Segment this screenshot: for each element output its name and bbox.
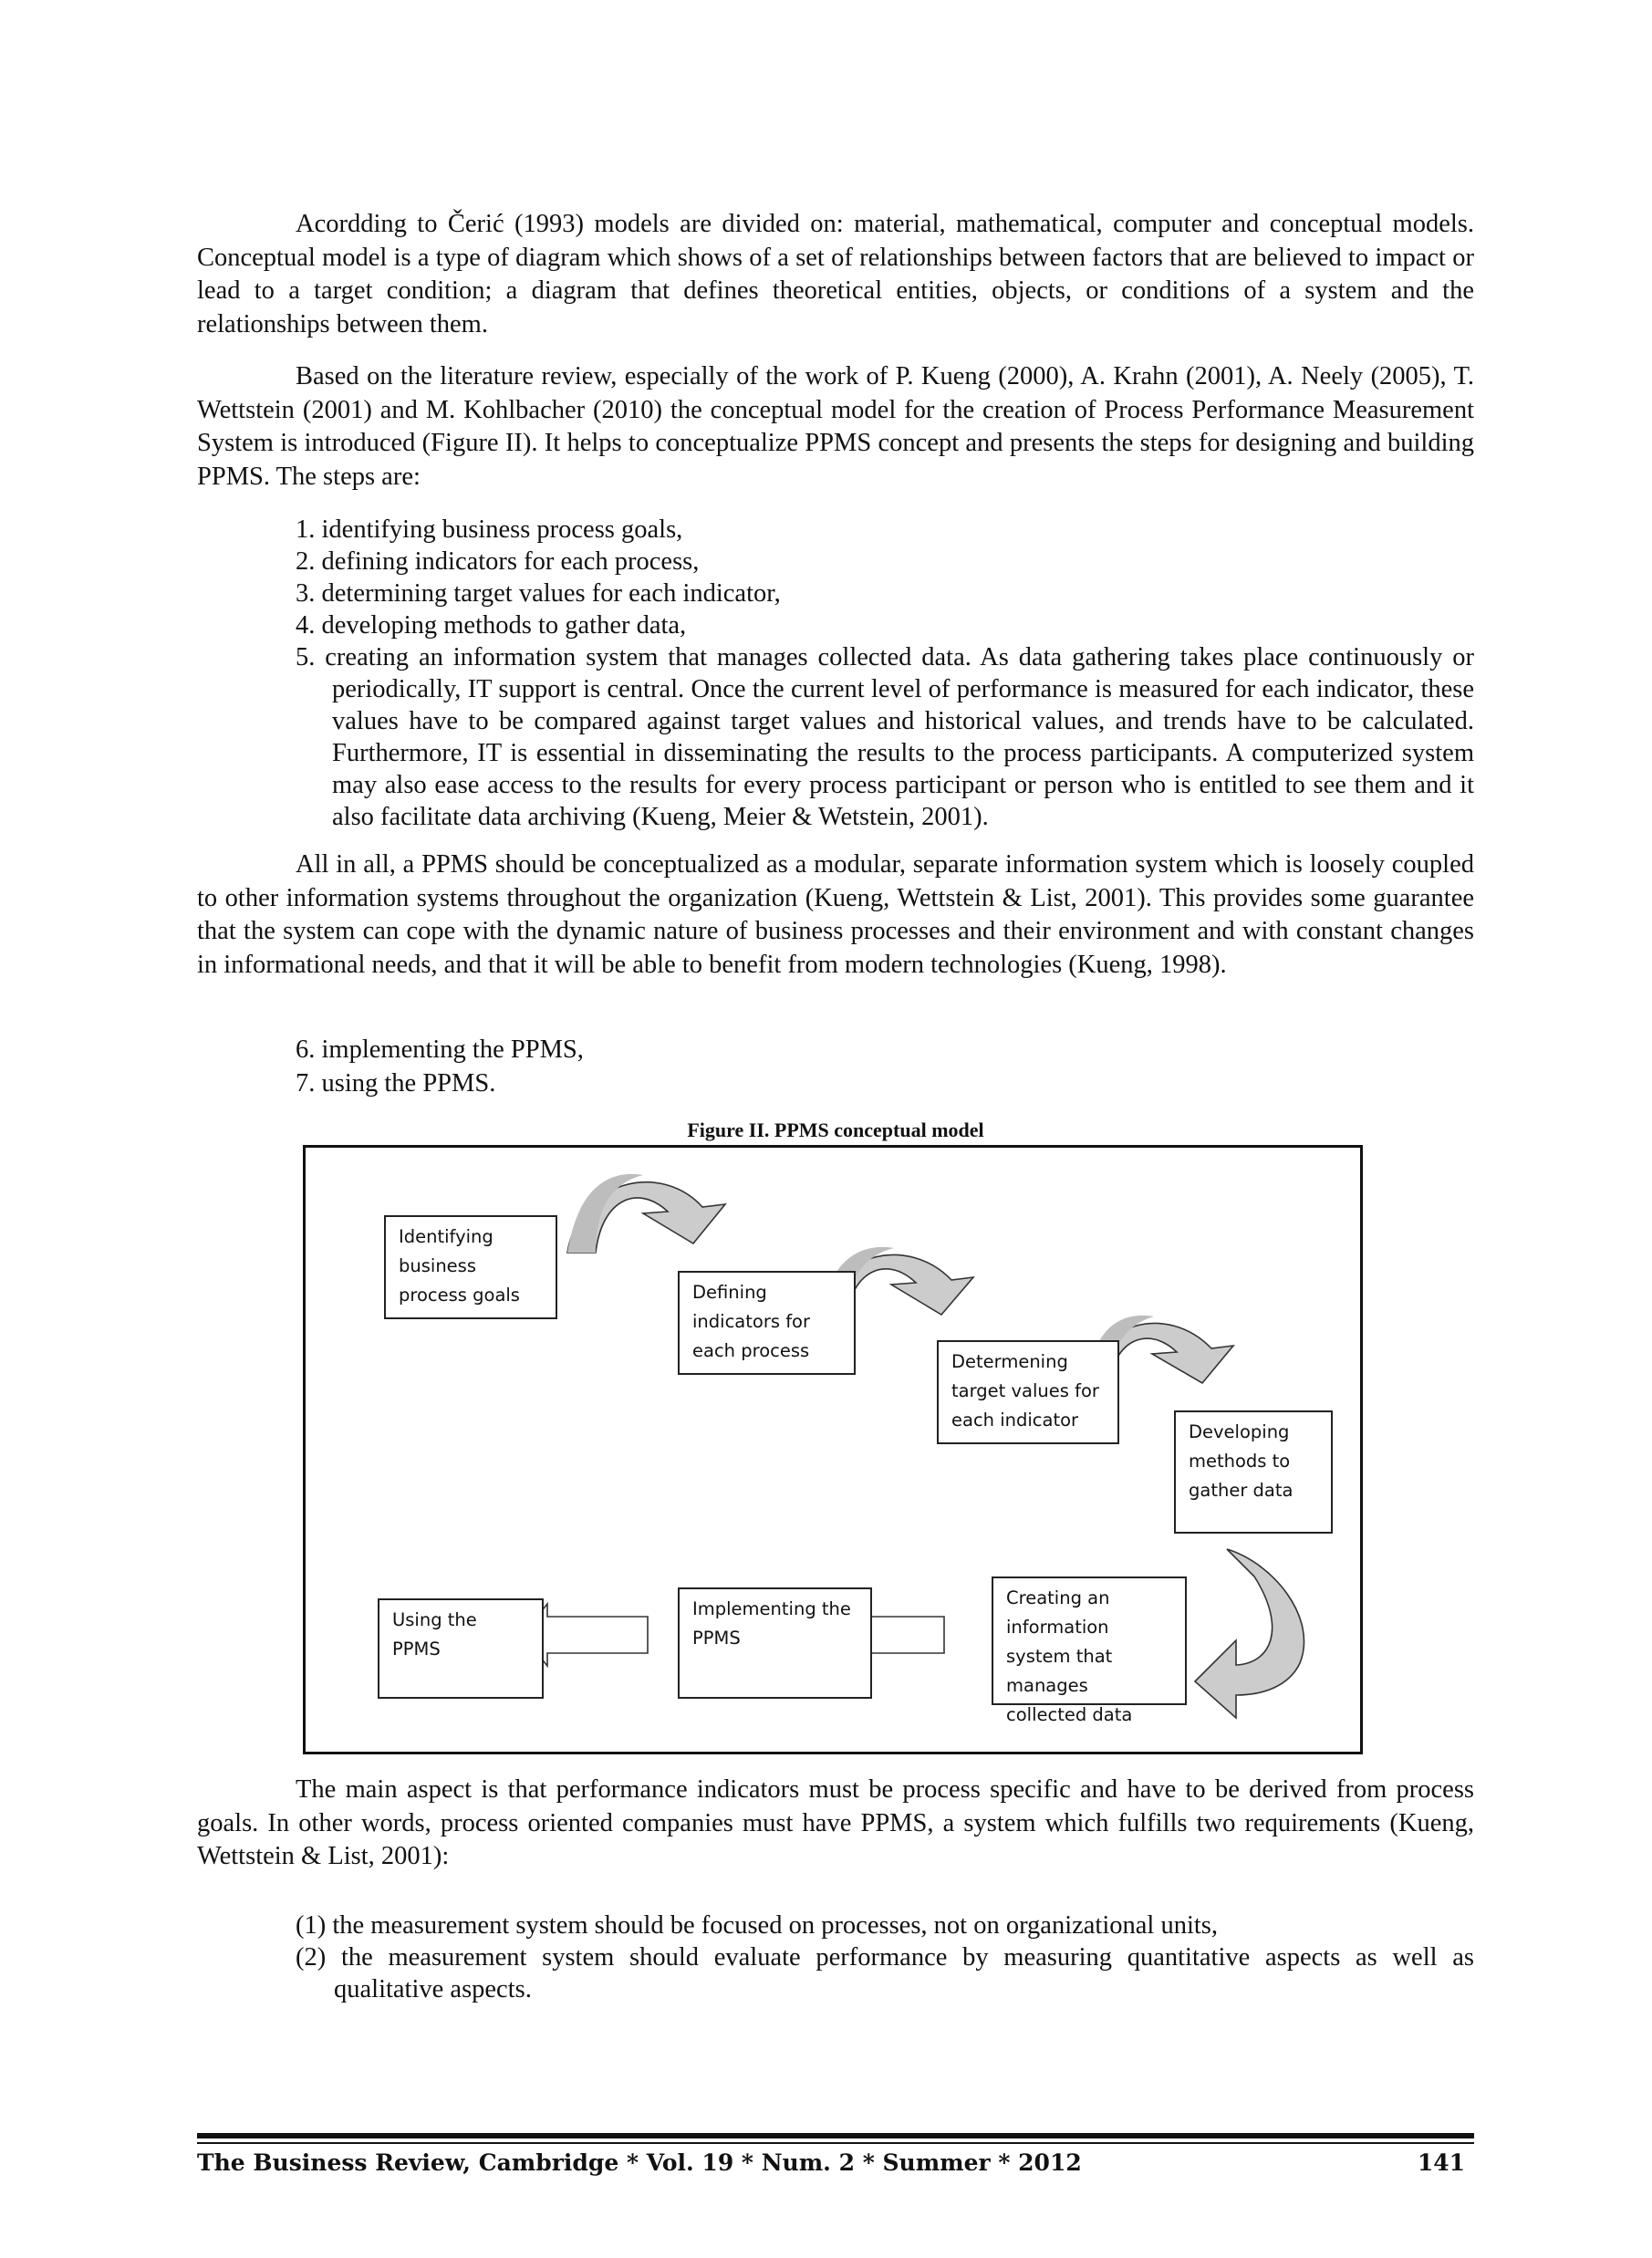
list-item: 4. developing methods to gather data, (296, 611, 687, 640)
steps-list-2 (296, 1033, 1474, 1100)
footer-rule (197, 2142, 1474, 2144)
requirements-list (296, 1909, 1474, 2005)
ppms-conceptual-model-figure (303, 1145, 1363, 1754)
paragraph-3: All in all, a PPMS should be conceptualized as a modular, separate information system which is loosely coupled to other information systems throughout the organization (Kueng, Wettstein & List, 2001). This provides some guarantee that the system can cope with the dynamic nature of business processes and their environment and with constant changes in informational needs, and that it will be able to benefit from modern technologies (Kueng, 1998). (197, 850, 1474, 979)
curved-arrow-icon (1195, 1549, 1304, 1718)
list-item: (1) the measurement system should be focused on processes, not on organizational units, (296, 1911, 1218, 1940)
list-item: 5. creating an information system that manages collected data. As data gathering takes place continuously or periodically, IT support is central. Once the current level of performance is measured for each indicator, these values have to be compared against target values and historical values, and trends have to be calculated. Furthermore, IT is essential in disseminating the results to the process participants. A computerized system may also ease access to the results for every process participant or person who is entitled to see them and it also facilitate data archiving (Kueng, Meier & Wetstein, 2001). (296, 643, 1474, 831)
step-box-creating: Creating an information system that manages collected data (992, 1576, 1187, 1705)
paragraph-2: Based on the literature review, especially of the work of P. Kueng (2000), A. Krahn (2001), A. Neely (2005), T. Wettstein (2001) and M. Kohlbacher (2010) the conceptual model for the creation of Process Performance Measurement System is introduced (Figure II). It helps to conceptualize PPMS concept and presents the steps for designing and building PPMS. The steps are: (197, 362, 1474, 491)
list-item: 3. determining target values for each indicator, (296, 579, 781, 608)
journal-footer: The Business Review, Cambridge * Vol. 19 * Num. 2 * Summer * 2012 (197, 2149, 1082, 2176)
list-item: 6. implementing the PPMS, (296, 1035, 584, 1064)
list-item: 1. identifying business process goals, (296, 515, 683, 544)
step-box-using: Using the PPMS (378, 1598, 544, 1699)
step-box-identifying: Identifying business process goals (384, 1215, 557, 1319)
paragraph-4: The main aspect is that performance indicators must be process specific and have to be derived from process goals. In other words, process oriented companies must have PPMS, a system which fulfills two requirements (Kueng, Wettstein & List, 2001): (197, 1775, 1474, 1870)
steps-list-1 (296, 514, 1474, 833)
curved-arrow-icon (567, 1174, 725, 1253)
paragraph-1: Acordding to Čerić (1993) models are divided on: material, mathematical, computer and conceptual models. Conceptual model is a type of diagram which shows of a set of relationships between factors that are believed to impact or lead to a target condition; a diagram that defines theoretical entities, objects, or conditions of a system and the relationships between them. (197, 210, 1474, 338)
step-box-implementing: Implementing the PPMS (678, 1587, 872, 1699)
list-item: 2. defining indicators for each process, (296, 547, 700, 576)
step-box-defining: Defining indicators for each process (678, 1271, 856, 1375)
step-box-determening: Determening target values for each indicator (937, 1340, 1119, 1444)
page-number: 141 (1417, 2149, 1465, 2176)
footer-rule (197, 2133, 1474, 2138)
step-box-developing: Developing methods to gather data (1174, 1410, 1333, 1534)
figure-caption: Figure II. PPMS conceptual model (687, 1119, 984, 1141)
list-item: 7. using the PPMS. (296, 1069, 496, 1098)
list-item: (2) the measurement system should evaluate performance by measuring quantitative aspects as well as qualitative aspects. (296, 1943, 1474, 2003)
